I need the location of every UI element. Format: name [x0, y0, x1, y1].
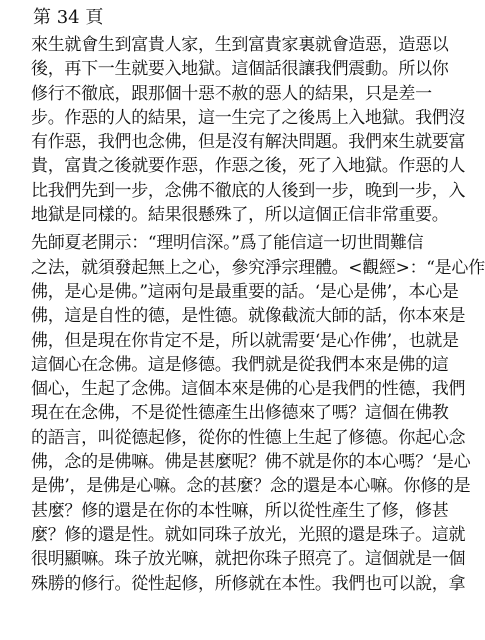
text-line: 先師夏老開示：“理明信深。”爲了能信這一切世間難信: [31, 233, 424, 254]
text-line: 這個心在念佛。這是修德。我們就是從我們本來是佛的這: [31, 354, 449, 375]
text-line: 之法，就須發起無上之心，參究淨宗理體。<觀經>：“是心作: [31, 257, 485, 278]
text-line: 佛，但是現在你肯定不是，所以就需要‘是心作佛’，也就是: [31, 330, 459, 351]
text-line: 貴，富貴之後就要作惡，作惡之後，死了入地獄。作惡的人: [31, 156, 466, 177]
paragraph-2: [31, 231, 485, 595]
text-body: [31, 33, 485, 596]
text-line: 來生就會生到富貴人家，生到富貴家裏就會造惡，造惡以: [31, 35, 449, 55]
paragraph-1: [31, 33, 466, 227]
text-line: 個心，生起了念佛。這個本來是佛的心是我們的性德，我們: [31, 379, 466, 400]
text-line: 佛，這是自性的德，是性德。就像截流大師的話，你本來是: [31, 306, 466, 327]
text-line: 佛，是心是佛。”這兩句是最重要的話。‘是心是佛’，本心是: [31, 281, 459, 302]
text-line: 修行不徹底，跟那個十惡不赦的惡人的結果，只是差一: [31, 83, 432, 104]
text-line: 佛，念的是佛嘛。佛是甚麼呢？佛不就是你的本心嗎？‘是心: [31, 452, 471, 473]
text-line: 很明顯嘛。珠子放光嘛，就把你珠子照亮了。這個就是一個: [31, 549, 466, 570]
text-line: 麼？修的還是性。就如同珠子放光，光照的還是珠子。這就: [31, 524, 466, 545]
text-line: 有作惡，我們也念佛，但是沒有解決問題。我們來生就要富: [31, 132, 466, 153]
text-line: 地獄是同樣的。結果很懸殊了，所以這個正信非常重要。: [31, 205, 449, 226]
text-line: 後，再下一生就要入地獄。這個話很讓我們震動。所以你: [31, 59, 449, 80]
text-line: 步。作惡的人的結果，這一生完了之後馬上入地獄。我們沒: [31, 107, 466, 128]
text-line: 甚麼？修的還是在你的本性嘛，所以從性產生了修，修甚: [31, 500, 449, 521]
text-line: 的語言，叫從德起修，從你的性德上生起了修德。你起心念: [31, 427, 466, 448]
page-number: 第 34 頁: [33, 7, 104, 28]
text-line: 比我們先到一步，念佛不徹底的人後到一步，晚到一步，入: [31, 180, 466, 201]
text-line: 現在在念佛，不是從性德產生出修德來了嗎？這個在佛教: [31, 403, 449, 424]
text-line: 殊勝的修行。從性起修，所修就在本性。我們也可以說，拿: [31, 573, 466, 594]
text-line: 是佛’，是佛是心嘛。念的甚麼？念的還是本心嘛。你修的是: [31, 476, 471, 497]
